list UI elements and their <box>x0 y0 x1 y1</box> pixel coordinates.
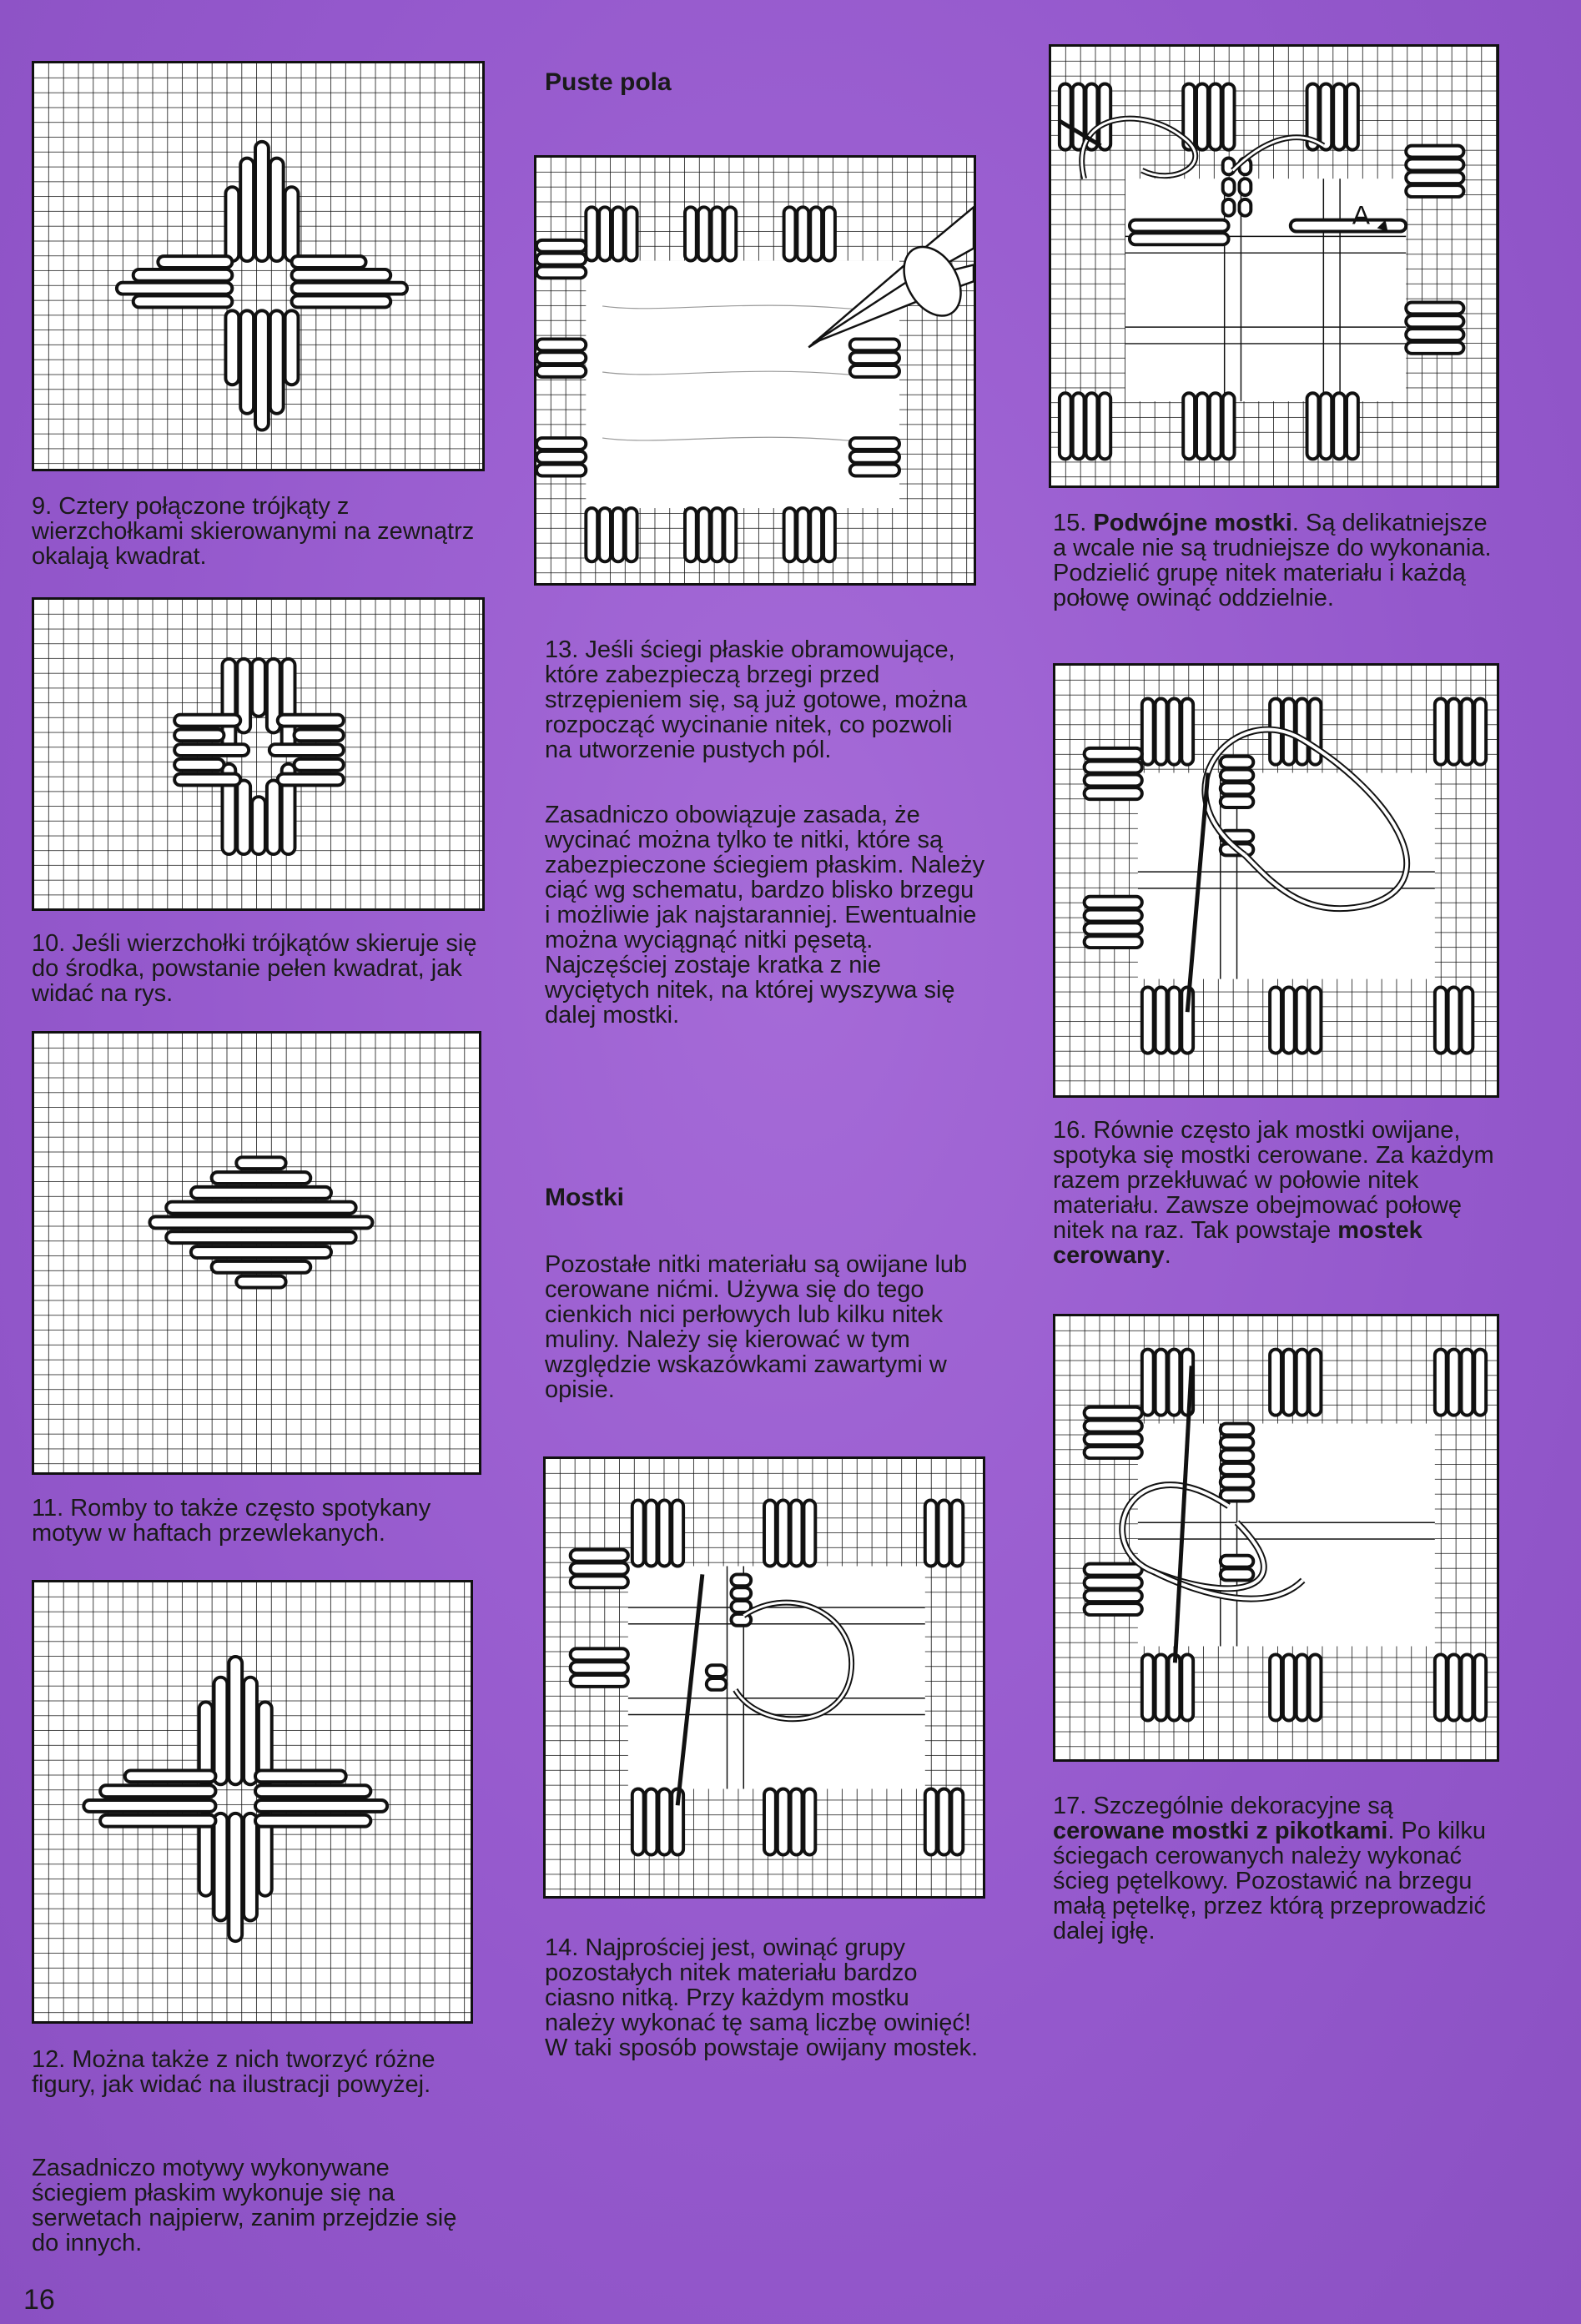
figure-12-rhombus-figures <box>32 1580 473 2024</box>
figure-14-wrapped-bridge <box>543 1456 985 1899</box>
caption-14: 14. Najprościej jest, owinąć grupy pozostałych nitek materiału bardzo ciasno nitką. Przy każdym mostku należy wykonać tę samą liczbę owinięć! W taki sposób powstaje owijany mostek. <box>545 1934 978 2061</box>
caption-11: 11. Romby to także często spotykany motyw w haftach przewlekanych. <box>32 1495 431 1547</box>
caption-16-bold: mostek cerowany <box>1053 1217 1422 1269</box>
caption-13: 13. Jeśli ściegi płaskie obramowujące, które zabezpieczą brzegi przed strzępieniem się, są już gotowe, można rozpocząć wycinanie nitek, co pozwoli na utworzenie pustych pól. <box>545 636 968 763</box>
caption-9: 9. Cztery połączone trójkąty z wierzchołkami skierowanymi na zewnątrz okalają kwadrat. <box>32 493 475 570</box>
figure-11-rhombus <box>32 1031 481 1475</box>
figure-15-label-a: A <box>1352 199 1371 230</box>
caption-15-text: . Są delikatniejsze a wcale nie są trudniejsze do wykonania. Podzielić grupę nitek materiału i każdą połowę owinąć oddzielnie. <box>1053 510 1492 611</box>
caption-15 <box>1053 511 1495 611</box>
paragraph-13b: Zasadniczo obowiązuje zasada, że wycinać można tylko te nitki, które są zabezpieczone ściegiem płaskim. Należy ciąć wg schematu, bardzo blisko brzegu i możliwie jak najstaranniej. Ewentualnie można wyciągnąć nitki pęsetą. Najczęściej zostaje kratka z nie wyciętych nitek, na której wyszywa się dalej mostki. <box>545 802 985 1029</box>
figure-15-double-bridges <box>1049 44 1499 488</box>
caption-15-bold: Podwójne mostki <box>1093 510 1292 536</box>
caption-10: 10. Jeśli wierzchołki trójkątów skieruje się do środka, powstanie pełen kwadrat, jak widać na rys. <box>32 930 477 1007</box>
caption-16-text: 16. Równie często jak mostki owijane, spotyka się mostki cerowane. Za każdym razem przekłuwać w połowie nitek materiału. Zawsze obejmować połowę nitek na raz. Tak powstaje <box>1053 1117 1494 1244</box>
figure-9-triangles-square-outline <box>32 61 485 471</box>
paragraph-mostki-intro: Pozostałe nitki materiału są owijane lub cerowane nićmi. Używa się do tego cienkich nici perłowych lub kilku nitek muliny. Należy się kierować w tym względzie wskazówkami zawartymi w opisie. <box>545 1251 968 1403</box>
figure-16-darned-bridge <box>1053 663 1499 1098</box>
figure-13-cutting-threads <box>534 155 976 586</box>
closing-paragraph: Zasadniczo motywy wykonywane ściegiem płaskim wykonuje się na serwetach najpierw, zanim przejdzie się do innych. <box>32 2155 457 2256</box>
caption-12: 12. Można także z nich tworzyć różne figury, jak widać na ilustracji powyżej. <box>32 2046 436 2098</box>
caption-15-number: 15. <box>1053 510 1087 536</box>
figure-17-darned-bridges-picots <box>1053 1314 1499 1762</box>
caption-17 <box>1053 1793 1495 1944</box>
caption-17-text-b: . Po kilku ściegach cerowanych należy wykonać ścieg pętelkowy. Pozostawić na brzegu małą pętelkę, przez którą przeprowadzić dalej igłę. <box>1053 1818 1487 1944</box>
caption-17-text-a: 17. Szczególnie dekoracyjne są <box>1053 1793 1393 1819</box>
figure-10-triangles-full-square <box>32 597 485 911</box>
caption-16-end: . <box>1164 1242 1171 1269</box>
page-number: 16 <box>23 2284 55 2316</box>
heading-mostki: Mostki <box>545 1184 625 1211</box>
caption-16 <box>1053 1118 1495 1268</box>
heading-puste-pola: Puste pola <box>545 68 672 96</box>
caption-17-bold: cerowane mostki z pikotkami <box>1053 1818 1388 1844</box>
